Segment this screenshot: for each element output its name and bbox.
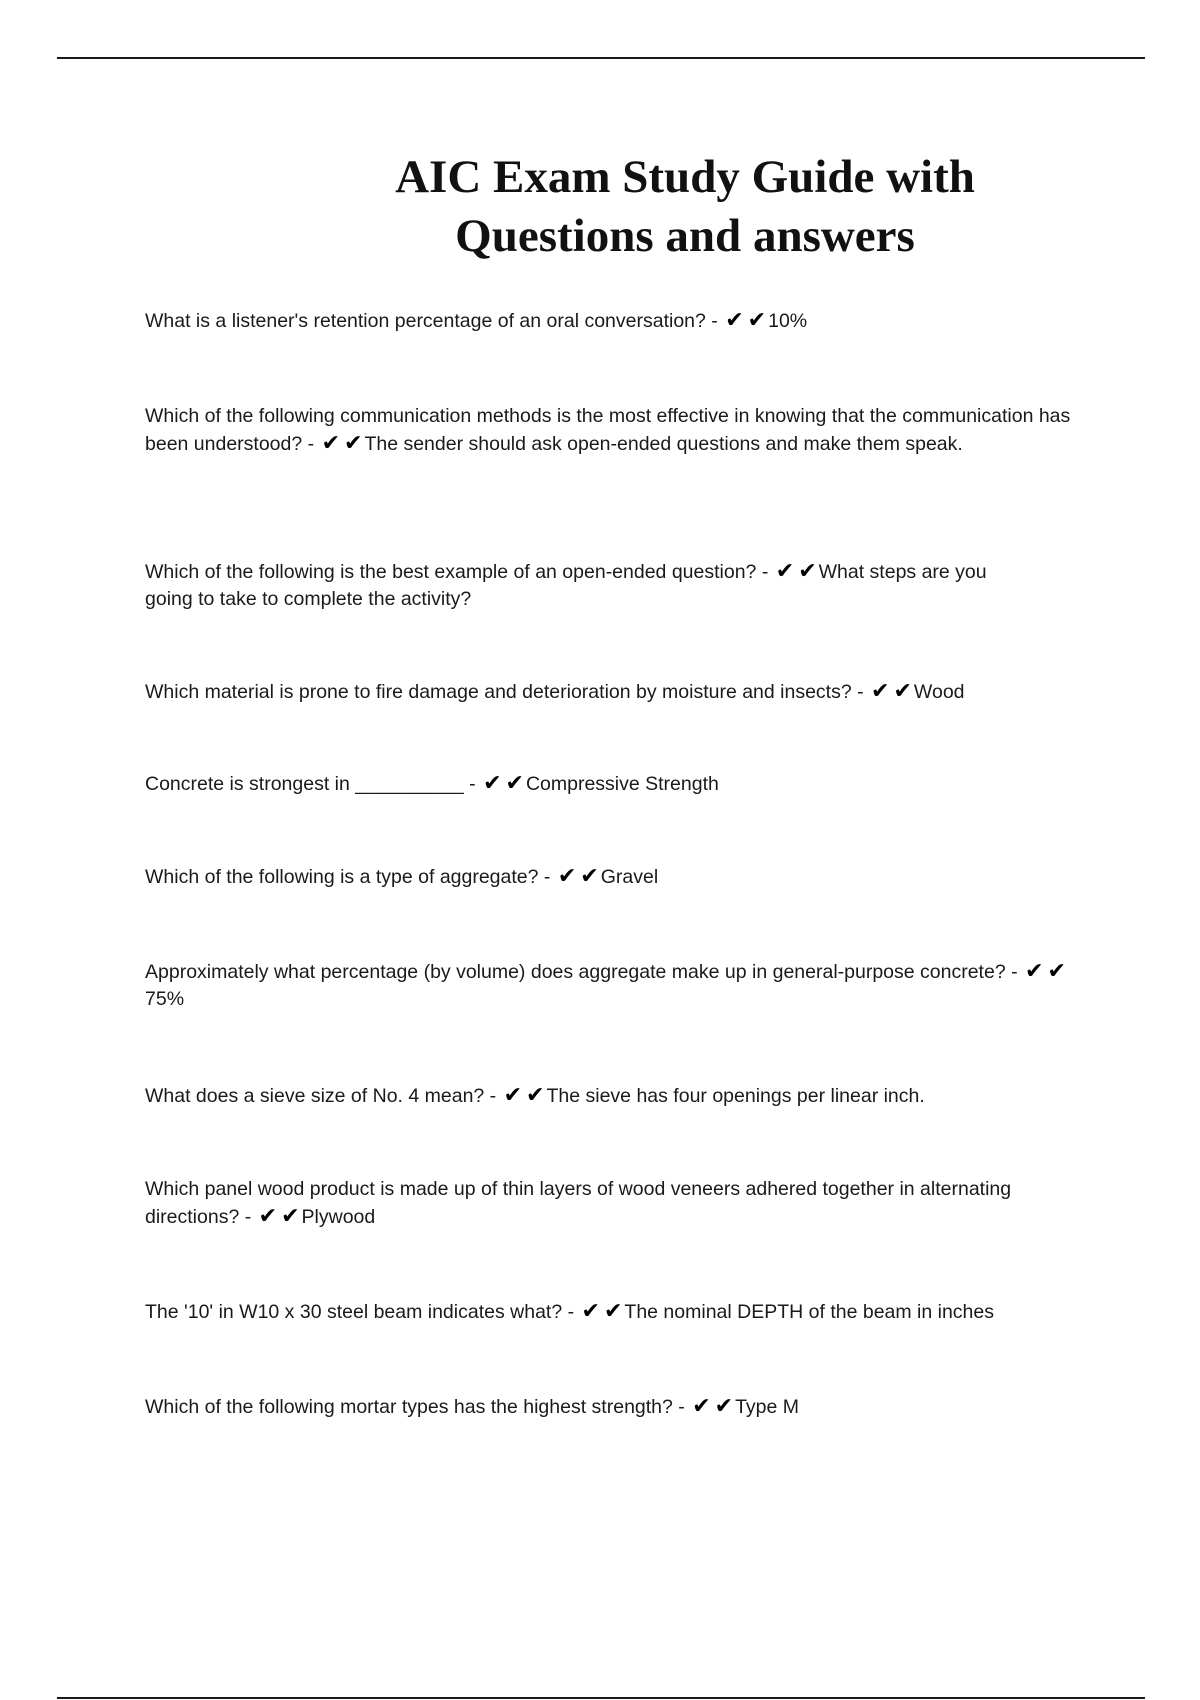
answer-text: What steps are you going to take to complete the activity?	[145, 561, 987, 610]
question-text: Which of the following communication methods is the most effective in knowing that the communication has been understood?	[145, 405, 1071, 455]
question-text: Which of the following is the best example of an open-ended question?	[145, 561, 757, 583]
check-icon: ✔	[893, 679, 912, 704]
check-icon: ✔	[526, 1083, 545, 1108]
qa-item-5	[145, 770, 1080, 798]
separator: -	[1005, 961, 1024, 983]
question-text: Which of the following mortar types has the highest strength?	[145, 1396, 673, 1418]
separator: -	[562, 1301, 580, 1323]
question-text: Which material is prone to fire damage and deterioration by moisture and insects?	[145, 681, 852, 703]
check-icon: ✔	[505, 771, 524, 796]
question-text: What is a listener's retention percentage of an oral conversation?	[145, 310, 706, 332]
qa-item-7	[145, 958, 1080, 1013]
answer-text: 75%	[145, 988, 185, 1010]
qa-item-8	[145, 1082, 1080, 1110]
check-icon: ✔	[692, 1394, 711, 1419]
check-icon: ✔	[871, 679, 890, 704]
qa-item-10	[145, 1298, 1080, 1326]
answer-text: Type M	[735, 1396, 800, 1418]
document-title	[330, 148, 1040, 266]
separator: -	[463, 773, 482, 795]
check-icon: ✔	[714, 1394, 734, 1419]
qa-item-6	[145, 863, 1080, 891]
separator: -	[756, 561, 774, 583]
separator: -	[239, 1206, 257, 1228]
bottom-rule	[57, 1697, 1145, 1699]
qa-item-1	[145, 307, 905, 335]
check-icon: ✔	[344, 431, 363, 456]
check-icon: ✔	[747, 308, 767, 333]
qa-item-2	[145, 403, 1095, 458]
separator: -	[302, 433, 320, 455]
qa-item-3	[145, 558, 1025, 613]
check-icon: ✔	[503, 1083, 523, 1108]
check-icon: ✔	[258, 1204, 278, 1229]
top-rule	[57, 57, 1145, 59]
check-icon: ✔	[580, 864, 599, 889]
check-icon: ✔	[1025, 959, 1044, 984]
title-line-1: AIC Exam Study Guide with	[395, 151, 975, 203]
check-icon: ✔	[1047, 959, 1066, 984]
separator: -	[705, 310, 724, 332]
check-icon: ✔	[725, 308, 744, 333]
check-icon: ✔	[281, 1204, 300, 1229]
question-text: Which panel wood product is made up of thin layers of wood veneers adhered together in alternating directions?	[145, 1178, 1012, 1228]
answer-text: Compressive Strength	[525, 773, 719, 795]
check-icon: ✔	[798, 559, 817, 584]
check-icon: ✔	[775, 559, 795, 584]
answer-text: Gravel	[600, 866, 659, 888]
separator: -	[484, 1085, 502, 1107]
question-text: The '10' in W10 x 30 steel beam indicates what?	[145, 1301, 563, 1323]
check-icon: ✔	[557, 864, 577, 889]
check-icon: ✔	[483, 771, 502, 796]
question-text: Approximately what percentage (by volume) does aggregate make up in general-purpose concrete?	[145, 961, 1006, 983]
answer-text: The sender should ask open-ended questions and make them speak.	[364, 433, 963, 455]
qa-item-11	[145, 1393, 1080, 1421]
qa-item-9	[145, 1176, 1080, 1231]
answer-text: The nominal DEPTH of the beam in inches	[624, 1301, 995, 1323]
separator: -	[672, 1396, 691, 1418]
question-text: Which of the following is a type of aggregate?	[145, 866, 539, 888]
check-icon: ✔	[321, 431, 340, 456]
question-text: Concrete is strongest in __________	[145, 773, 464, 795]
answer-text: Plywood	[301, 1206, 376, 1228]
qa-item-4	[145, 678, 1080, 706]
title-line-2: Questions and answers	[455, 210, 915, 262]
answer-text: The sieve has four openings per linear inch.	[546, 1085, 925, 1107]
check-icon: ✔	[581, 1299, 600, 1324]
question-text: What does a sieve size of No. 4 mean?	[145, 1085, 485, 1107]
answer-text: 10%	[768, 310, 808, 332]
answer-text: Wood	[913, 681, 965, 703]
separator: -	[851, 681, 870, 703]
separator: -	[538, 866, 556, 888]
check-icon: ✔	[603, 1299, 623, 1324]
